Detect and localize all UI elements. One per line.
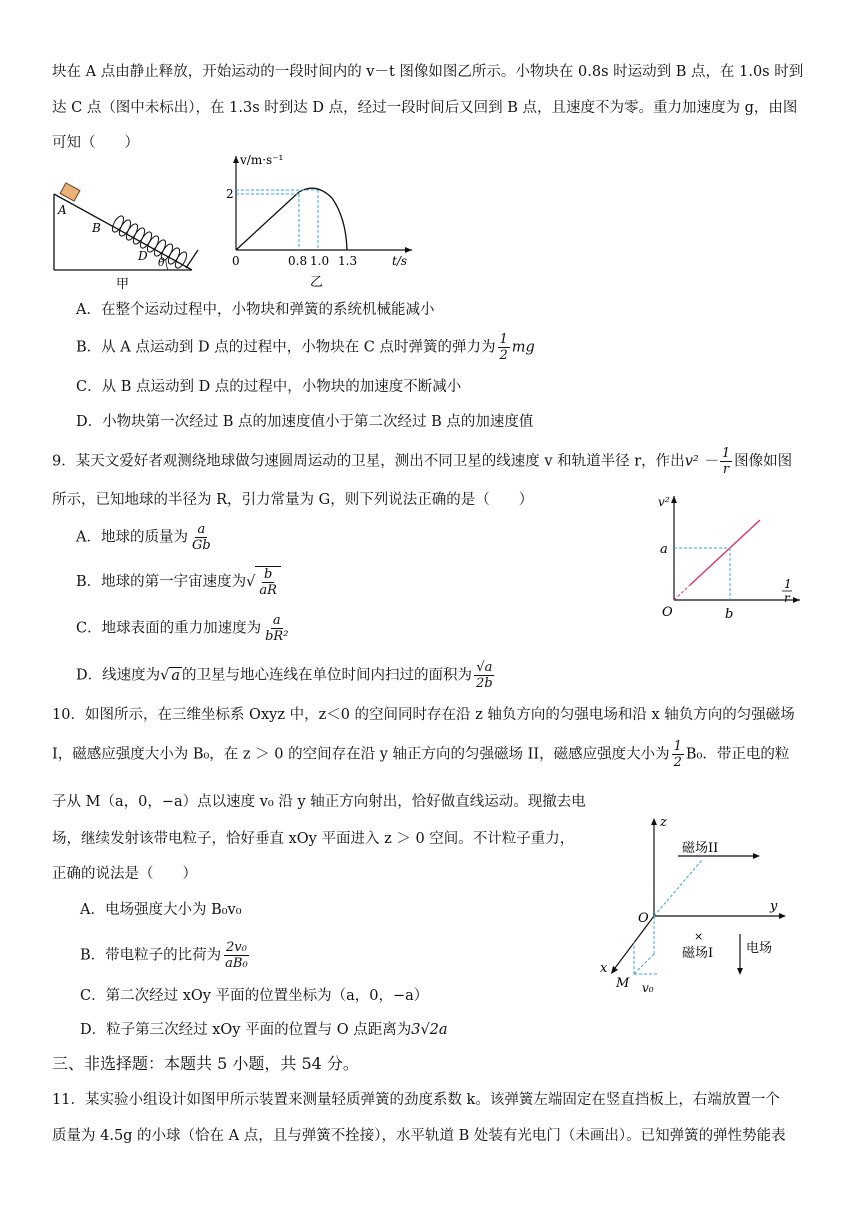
q8-option-c: C．从 B 点运动到 D 点的过程中，小物块的加速度不断减小 [76,379,462,395]
q8-figure-jia [40,180,210,292]
frac-denominator: 2b [476,676,493,691]
label-theta: θ [158,256,165,269]
frac-denominator: 2 [499,348,508,363]
frac-numerator: 1 [499,332,508,347]
caption-jia: 甲 [116,277,130,292]
q9-option-d-sqrt: √ a [160,667,181,684]
q9-option-a-fraction [190,522,213,553]
q9-line1-post: 图像如图 [734,453,793,470]
q10-line1: 10．如图所示，在三维坐标系 Oxyz 中，z＜0 的空间同时存在沿 z 轴负方向的匀强电场和沿 x 轴负方向的匀强磁场 [52,707,795,723]
frac-numerator: 1 [721,446,731,461]
q10-x-label: x [600,961,608,976]
q10-line2-text: I，磁感应强度大小为 B₀，在 z ＞ 0 的空间存在沿 y 轴正方向的匀强磁场 II，磁感应强度大小为 [52,746,670,763]
caption-yi: 乙 [310,275,324,290]
q9-option-d-mid: 的卫星与地心连线在单位时间内扫过的面积为 [182,667,473,684]
q9-label-a: a [660,542,668,557]
q10-line2-post: B₀．带正电的粒 [685,746,790,763]
frac-denominator: r [722,462,730,477]
q10-field1-label: 磁场I [682,946,714,961]
q9-option-d-fraction [474,660,495,691]
q9-option-b-text: B．地球的第一宇宙速度为 [76,574,247,590]
q9-option-c [76,613,292,644]
q10-option-d-value: 3√2a [411,1022,448,1038]
q9-option-d [76,660,497,691]
x-tick-08: 0.8 [288,254,308,268]
frac-numerator: 1 [673,739,682,754]
q9-option-b [76,566,281,598]
q8-intro-line1: 块在 A 点由静止释放，开始运动的一段时间内的 v－t 图像如图乙所示。小物块在 0.8s 时运动到 B 点，在 1.0s 时到 [52,64,804,80]
q8-option-b-text: B．从 A 点运动到 D 点的过程中，小物块在 C 点时弹簧的弹力为 [76,339,496,356]
q10-option-b-text: B．带电粒子的比荷为 [80,947,222,964]
origin-label: 0 [232,254,240,268]
q11-line2: 质量为 4.5g 的小球（恰在 A 点，且与弹簧不拴接），水平轨道 B 处装有光电门（未画出）。已知弹簧的弹性势能表 [52,1128,786,1144]
frac-numerator: √a [476,660,493,675]
section-3-heading: 三、非选择题：本题共 5 小题，共 54 分。 [52,1054,359,1073]
q9-origin: O [662,605,673,620]
frac-denominator: 2 [673,755,682,770]
frac-denominator: aB₀ [225,956,248,971]
q8-option-b-post: mg [511,339,535,356]
x-axis-label: t/s [392,254,408,268]
q10-origin: O [638,911,649,926]
q10-cross-icon: × [694,930,704,943]
q9-option-a [76,522,215,553]
q8-figure-yi [220,152,420,292]
q10-option-b-fraction [223,940,250,971]
q8-intro-line2: 达 C 点（图中未标出），在 1.3s 时到达 D 点，经过一段时间后又回到 B 点，且速度不为零。重力加速度为 g，由图 [52,100,798,116]
q10-option-d [80,1018,448,1039]
q9-line2: 所示，已知地球的半径为 R，引力常量为 G，则下列说法正确的是（ ） [52,492,534,508]
frac-denominator: aR [259,583,277,598]
x-tick-13: 1.3 [338,254,358,268]
q9-line1-fraction [720,446,732,477]
frac-numerator: a [197,522,206,537]
frac-numerator: b [264,567,273,582]
sqrt-radicand: a [171,667,181,684]
label-a: A [58,203,67,217]
q9-line1 [52,446,792,477]
q8-option-b-fraction [498,332,510,363]
q9-option-c-text: C．地球表面的重力加速度为 [76,620,262,637]
x-tick-10: 1.0 [310,254,330,268]
q9-option-a-text: A．地球的质量为 [76,529,188,546]
label-b: B [92,221,101,235]
q8-option-b [76,332,535,363]
q10-v0-label: v₀ [642,981,654,995]
q10-z-label: z [660,815,667,830]
frac-numerator: 2v₀ [226,940,247,955]
q10-line2 [52,739,789,770]
label-d: D [138,249,148,263]
y-axis-label: v/m·s⁻¹ [240,153,284,167]
q8-option-d: D．小物块第一次经过 B 点的加速度值小于第二次经过 B 点的加速度值 [76,414,534,430]
q9-line1-expr: v² － [684,453,718,470]
q9-x-label-n: 1 [784,577,792,591]
q10-option-c: C．第二次经过 xOy 平面的位置坐标为（a，0，−a） [80,988,429,1004]
q10-line3: 子从 M（a，0，−a）点以速度 v₀ 沿 y 轴正方向射出，恰好做直线运动。现撤去电 [52,794,586,810]
q9-line1-text: 9．某天文爱好者观测绕地球做匀速圆周运动的卫星，测出不同卫星的线速度 v 和轨道半径 r，作出 [52,453,685,470]
frac-denominator: Gb [191,538,211,553]
q10-line4: 场，继续发射该带电粒子，恰好垂直 xOy 平面进入 z ＞ 0 空间。不计粒子重力， [52,831,575,847]
q10-option-b [80,940,252,971]
q11-line1: 11．某实验小组设计如图甲所示装置来测量轻质弹簧的劲度系数 k。该弹簧左端固定在竖直挡板上，右端放置一个 [52,1092,780,1108]
q10-y-label: y [770,899,778,914]
q10-option-a: A．电场强度大小为 B₀v₀ [80,902,242,918]
q9-y-label: v² [658,495,670,509]
y-tick-2: 2 [226,187,234,201]
q9-option-b-sqrt: √ $\frac{b}{aR}$ [246,574,281,590]
q9-x-label-d: r [784,591,790,605]
frac-denominator: bR² [265,629,289,644]
q10-efield-label: 电场 [746,941,773,956]
q8-intro-line3: 可知（ ） [52,135,139,151]
q10-figure [598,812,798,997]
q9-option-d-text: D．线速度为 [76,667,161,684]
q9-figure [650,490,810,625]
q10-m-label: M [616,976,630,991]
q10-line5: 正确的说法是（ ） [52,866,197,882]
q10-line2-fraction [672,739,684,770]
q9-option-c-fraction [263,613,290,644]
q10-field2-label: 磁场II [682,841,719,856]
q8-option-a: A．在整个运动过程中，小物块和弹簧的系统机械能减小 [76,302,435,318]
q9-label-b: b [725,607,734,622]
frac-numerator: a [272,613,281,628]
q10-option-d-text: D．粒子第三次经过 xOy 平面的位置与 O 点距离为 [80,1022,412,1038]
